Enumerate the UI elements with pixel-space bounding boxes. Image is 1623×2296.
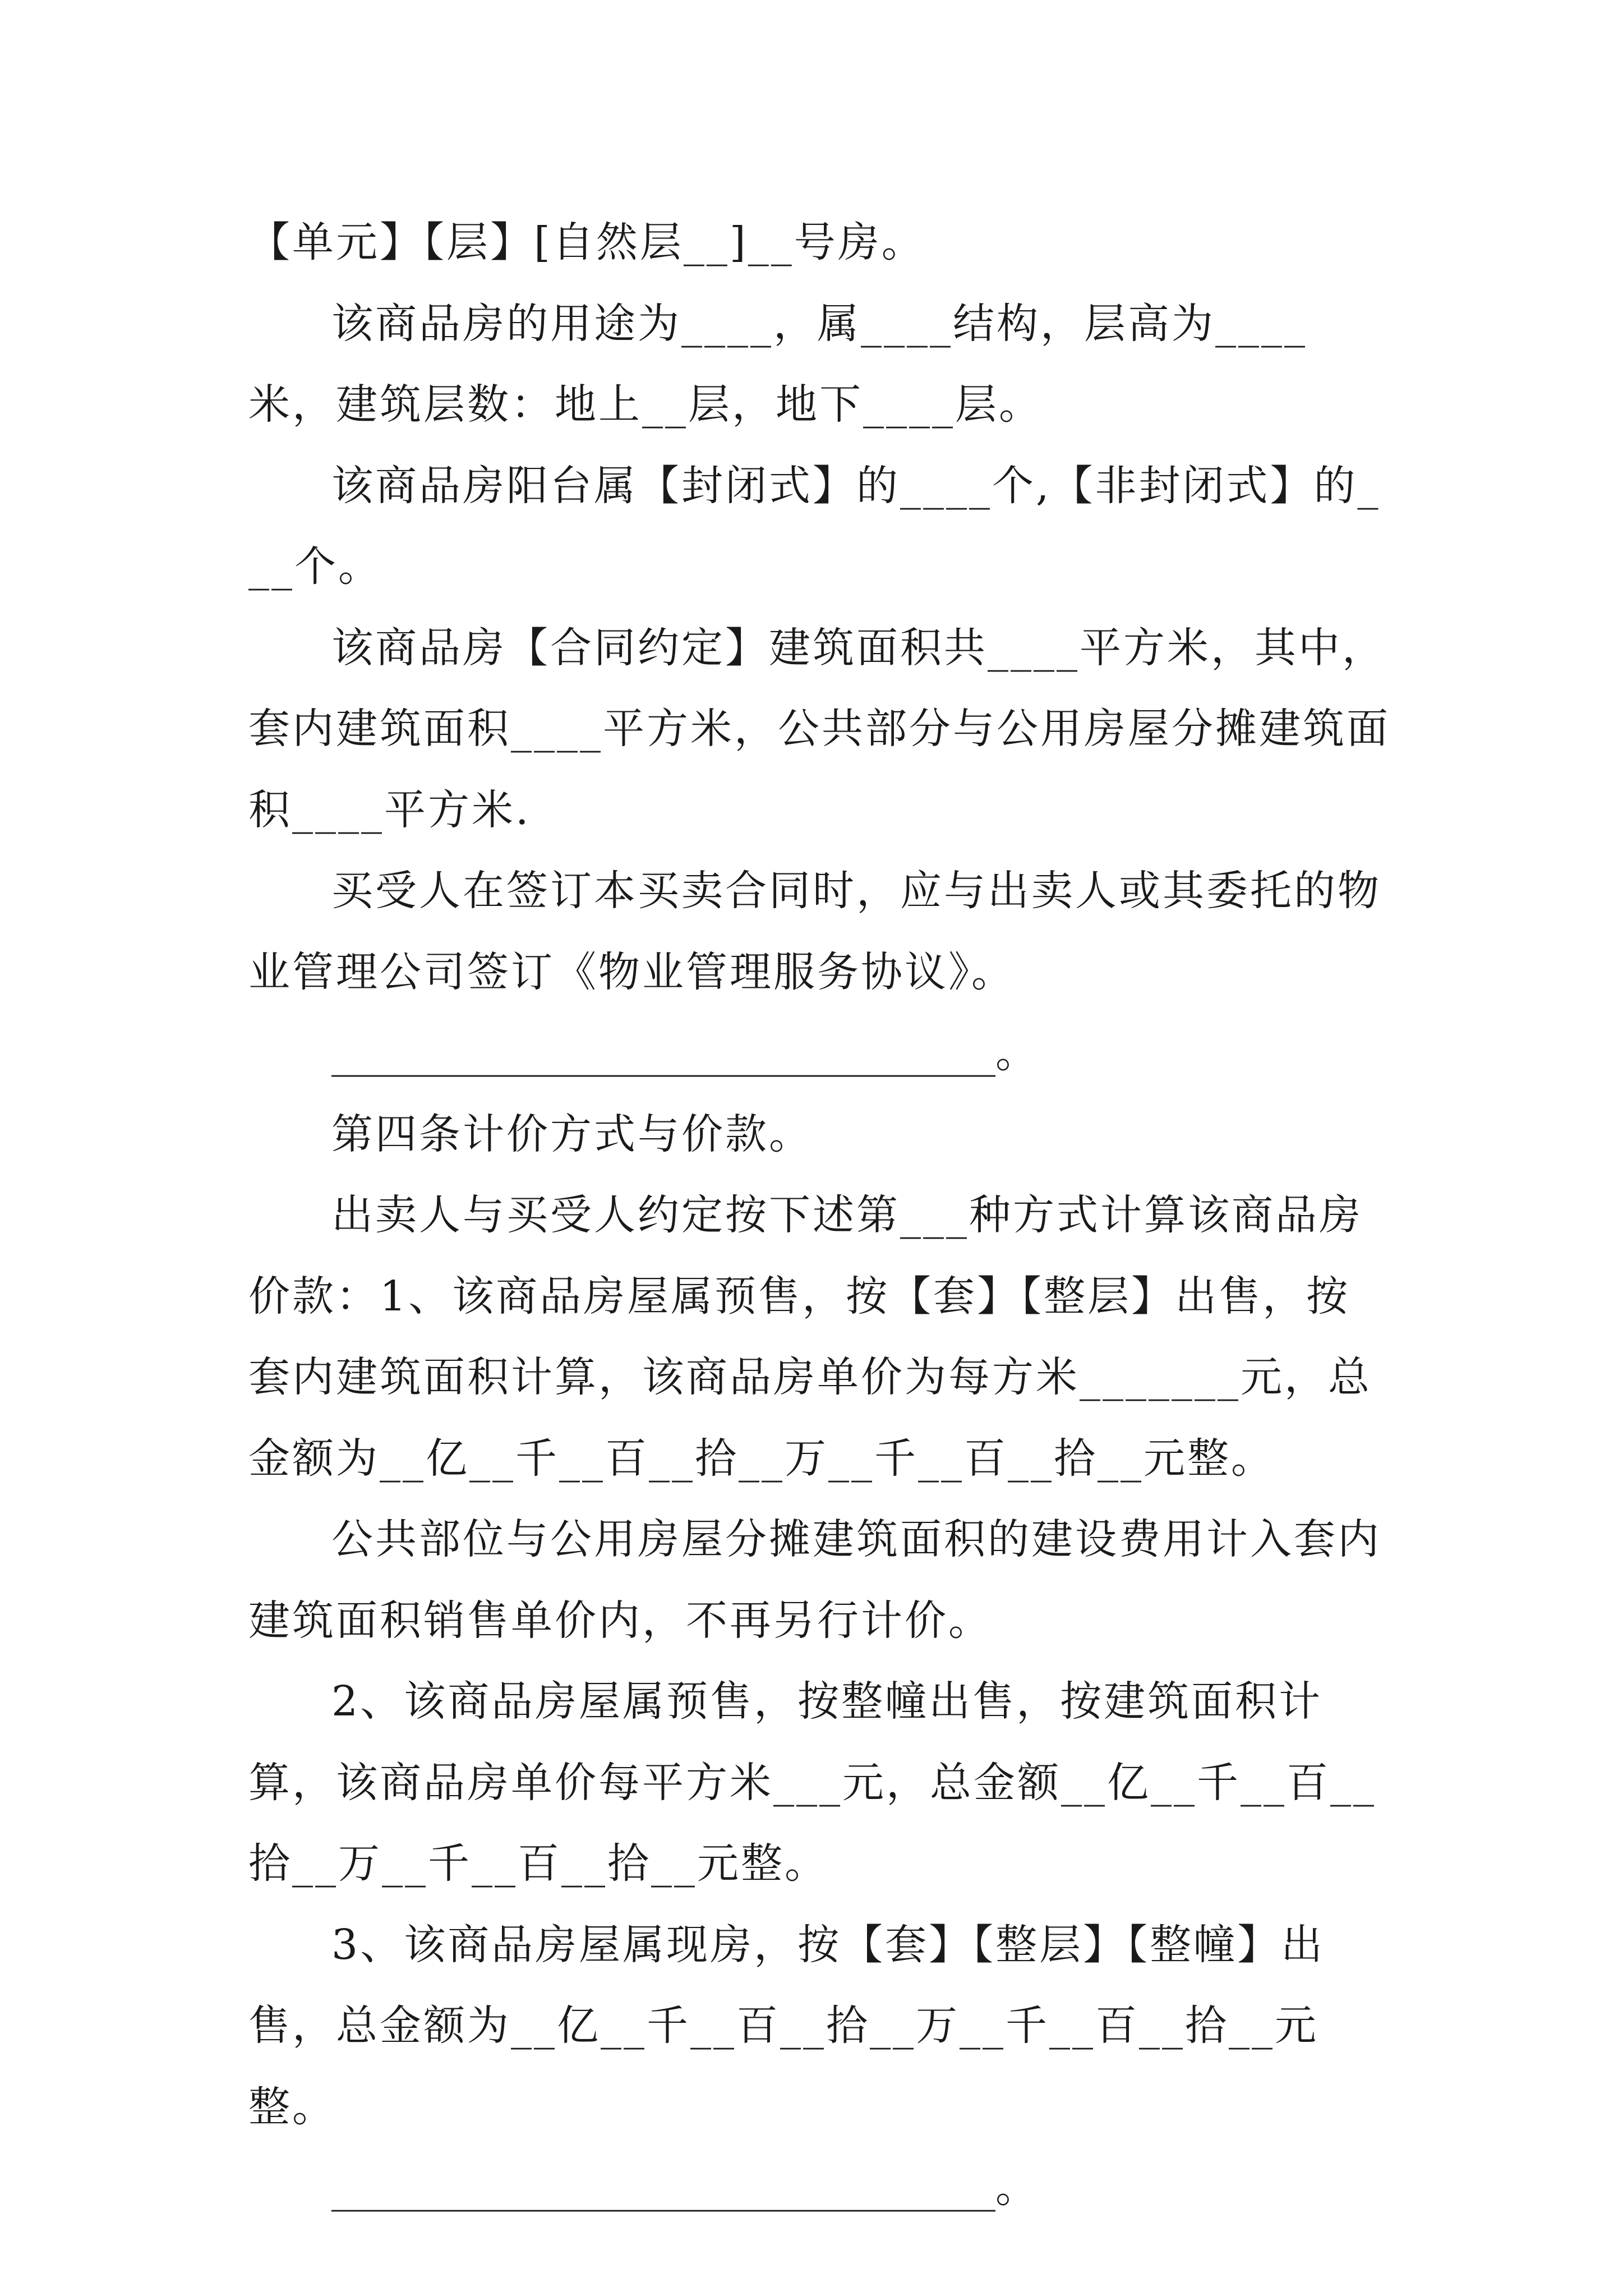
document-body (248, 202, 1393, 2229)
paragraph-pricing-method-2: 2、该商品房屋属预售，按整幢出售，按建筑面积计算，该商品房单价每平方米___元，总金额__亿__千__百__拾__万__千__百__拾__元整。 (248, 1677, 1376, 1888)
paragraph-shared-area-cost: 公共部位与公用房屋分摊建筑面积的建设费用计入套内建筑面积销售单价内，不再另行计价。 (248, 1515, 1381, 1645)
paragraph-balcony: 该商品房阳台属【封闭式】的____个,【非封闭式】的___个。 (248, 461, 1381, 591)
article-four-heading: 第四条计价方式与价款。 (331, 1110, 813, 1158)
paragraph-building-area: 该商品房【合同约定】建筑面积共____平方米，其中，套内建筑面积____平方米，公共部分与公用房屋分摊建筑面积____平方米. (248, 623, 1390, 834)
blank-line-2: ________________________________。 (331, 2164, 1037, 2212)
paragraph-pricing-method-3: 3、该商品房屋属现房，按【套】【整层】【整幢】出售，总金额为__亿__千__百__拾__万__千__百__拾__元整。 (248, 1920, 1325, 2131)
paragraph-property-agreement: 买受人在签订本买卖合同时，应与出卖人或其委托的物业管理公司签订《物业管理服务协议》。 (248, 867, 1381, 996)
blank-line-1: ________________________________。 (331, 1029, 1037, 1077)
paragraph-usage-structure: 该商品房的用途为____，属____结构，层高为____米，建筑层数：地上__层，地下____层。 (248, 299, 1307, 429)
paragraph-unit-floor: 【单元】【层】[自然层__]__号房。 (248, 218, 925, 266)
paragraph-pricing-method-1: 出卖人与买受人约定按下述第___种方式计算该商品房价款：1、该商品房屋属预售，按【套】【整层】出售，按套内建筑面积计算，该商品房单价为每方米_______元，总金额为__亿__千__百__拾__万__千__百__拾__元整。 (248, 1191, 1372, 1483)
